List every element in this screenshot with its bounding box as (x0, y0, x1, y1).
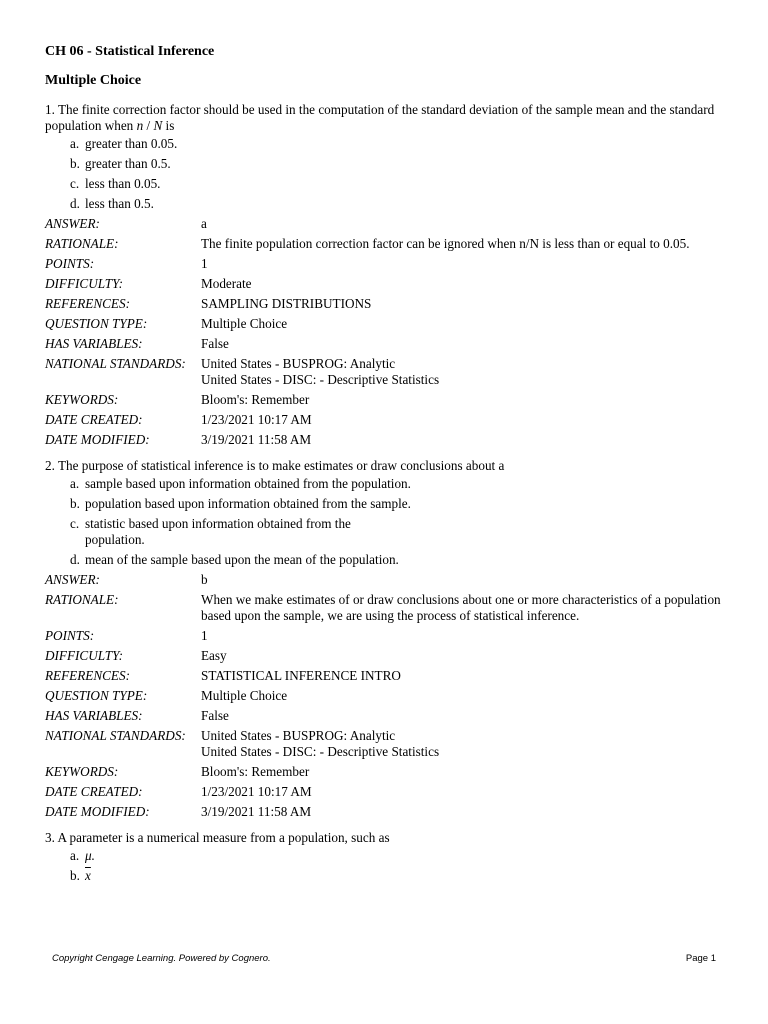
question-2 (45, 458, 725, 820)
date-created-row: DATE CREATED: 1/23/2021 10:17 AM (45, 784, 312, 799)
copyright-text: Copyright Cengage Learning. Powered by Cognero. (52, 953, 271, 964)
option-c: c. statistic based upon information obtained from the population. (70, 516, 351, 547)
variable-n: n (136, 118, 144, 133)
option-b: b. $\overline{x}$ (70, 868, 91, 883)
question-type-row: QUESTION TYPE: Multiple Choice (45, 316, 288, 331)
national-standards-row: NATIONAL STANDARDS: United States - BUSPROG: Analytic United States - DISC: - Descriptive Statistics (45, 356, 440, 387)
difficulty-row: DIFFICULTY: Moderate (45, 276, 252, 291)
answer-row: ANSWER: b (45, 572, 208, 587)
question-number: 1. (45, 102, 55, 117)
document-page (45, 44, 725, 894)
question-stem (45, 458, 725, 474)
has-variables-row: HAS VARIABLES: False (45, 708, 229, 723)
question-1 (45, 102, 725, 448)
question-type-row: QUESTION TYPE: Multiple Choice (45, 688, 288, 703)
question-number: 2. (45, 458, 55, 473)
keywords-row: KEYWORDS: Bloom's: Remember (45, 392, 310, 407)
option-a: a. μ. (70, 848, 95, 863)
page-number: Page 1 (685, 953, 716, 964)
option-a: a. sample based upon information obtained from the population. (70, 476, 411, 491)
option-list (45, 476, 725, 568)
points-row: POINTS: 1 (45, 256, 208, 271)
variable-N: N (153, 118, 163, 133)
option-d: d. less than 0.5. (70, 196, 154, 211)
x-bar-symbol: $\overline{x}$ (85, 868, 91, 883)
references-row: REFERENCES: STATISTICAL INFERENCE INTRO (45, 668, 401, 683)
rationale-row: RATIONALE: The finite population correction factor can be ignored when n/N is less than or equal to 0.05. (45, 236, 690, 251)
points-row: POINTS: 1 (45, 628, 208, 643)
national-standards-row: NATIONAL STANDARDS: United States - BUSPROG: Analytic United States - DISC: - Descriptive Statistics (45, 728, 440, 759)
question-stem (45, 830, 725, 846)
stem-text: The purpose of statistical inference is to make estimates or draw conclusions about a (57, 458, 505, 473)
stem-text-end: is (162, 118, 175, 133)
question-metadata (45, 216, 725, 448)
option-b: b. greater than 0.5. (70, 156, 171, 171)
section-title: Multiple Choice (45, 73, 142, 88)
keywords-row: KEYWORDS: Bloom's: Remember (45, 764, 310, 779)
answer-row: ANSWER: a (45, 216, 207, 231)
page-footer (52, 953, 716, 964)
question-stem (45, 102, 725, 134)
option-d: d. mean of the sample based upon the mean of the population. (70, 552, 399, 567)
option-c: c. less than 0.05. (70, 176, 161, 191)
date-modified-row: DATE MODIFIED: 3/19/2021 11:58 AM (45, 432, 312, 447)
question-metadata (45, 572, 725, 820)
stem-text: The finite correction factor should be used in the computation of the standard deviation of the sample mean and the standard population when (45, 102, 715, 133)
question-3 (45, 830, 725, 884)
option-b: b. population based upon information obtained from the sample. (70, 496, 411, 511)
rationale-row: RATIONALE: When we make estimates of or draw conclusions about one or more characteristics of a population based upon the sample, we are using the process of statistical inference. (45, 592, 721, 623)
mu-symbol: μ. (85, 848, 95, 863)
references-row: REFERENCES: SAMPLING DISTRIBUTIONS (45, 296, 372, 311)
has-variables-row: HAS VARIABLES: False (45, 336, 229, 351)
date-modified-row: DATE MODIFIED: 3/19/2021 11:58 AM (45, 804, 312, 819)
date-created-row: DATE CREATED: 1/23/2021 10:17 AM (45, 412, 312, 427)
stem-separator: / (143, 118, 154, 133)
option-list (45, 136, 725, 212)
option-a: a. greater than 0.05. (70, 136, 178, 151)
difficulty-row: DIFFICULTY: Easy (45, 648, 227, 663)
stem-text: A parameter is a numerical measure from a population, such as (57, 830, 390, 845)
option-list (45, 848, 725, 884)
question-number: 3. (45, 830, 55, 845)
chapter-title: CH 06 - Statistical Inference (45, 44, 215, 59)
